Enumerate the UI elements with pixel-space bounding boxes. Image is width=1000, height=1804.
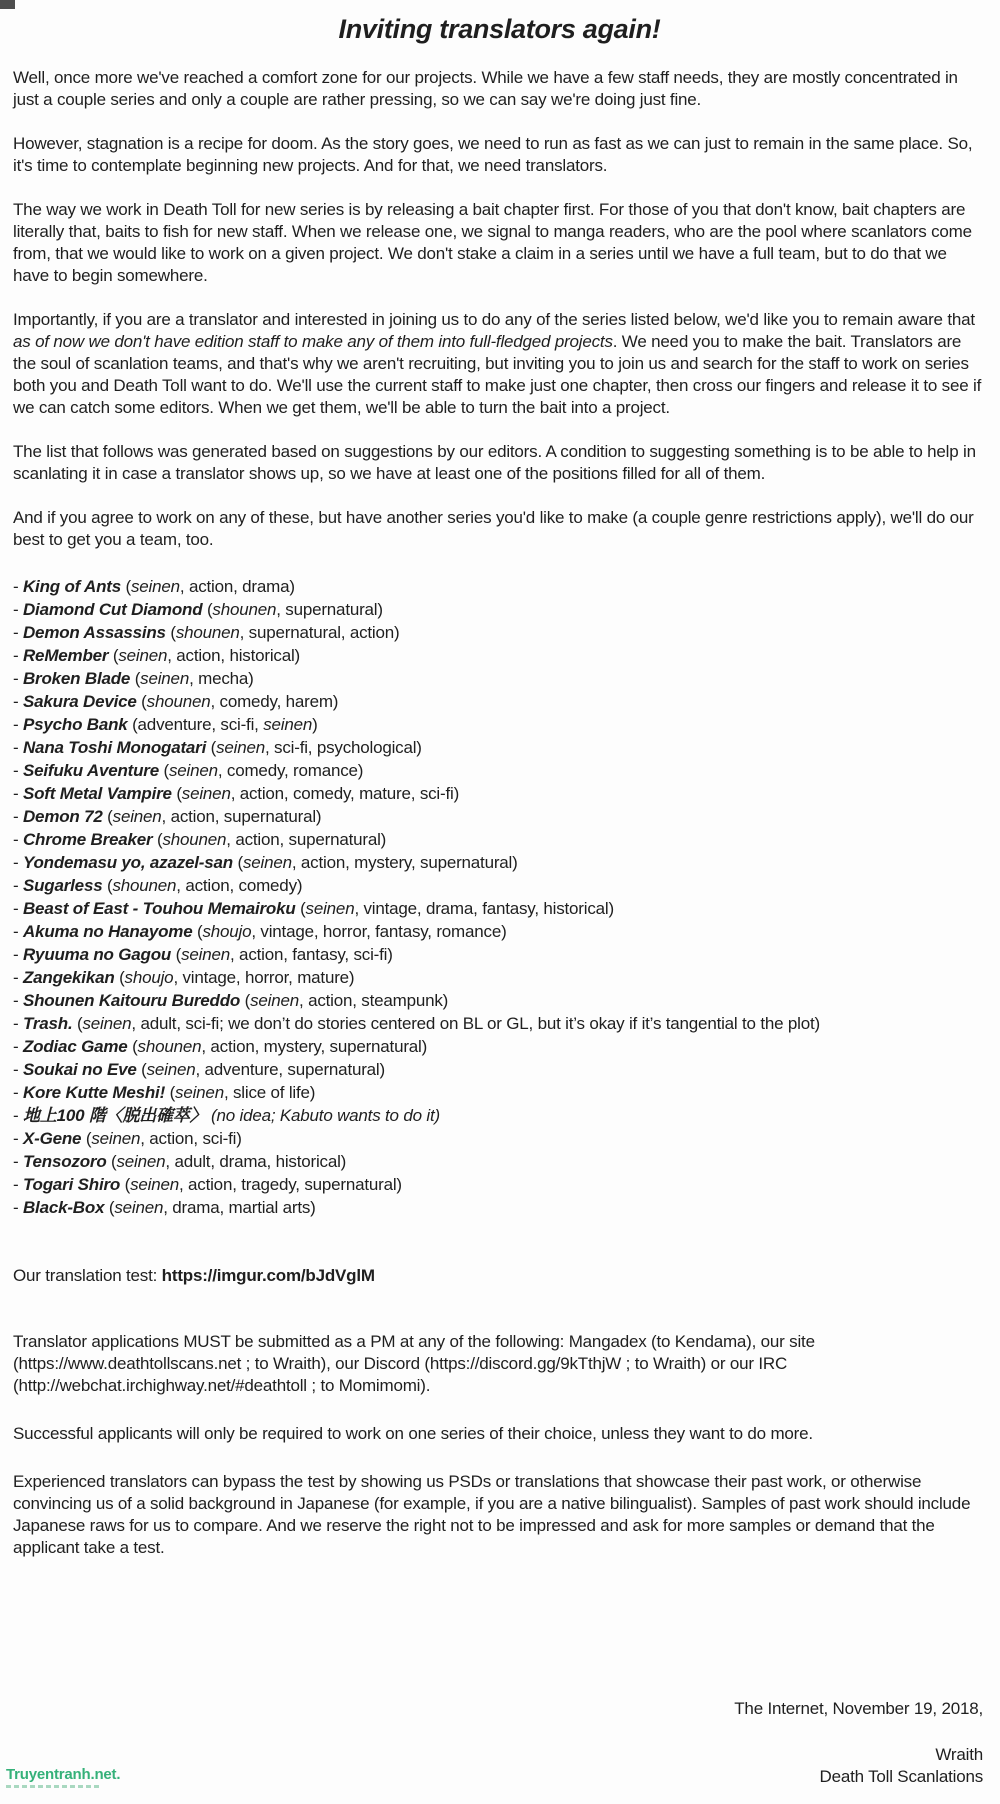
list-dash: - xyxy=(13,577,23,596)
series-title: Togari Shiro xyxy=(22,1175,121,1194)
text-run: shounen xyxy=(137,1037,202,1056)
text-run: , action, supernatural) xyxy=(226,830,387,849)
series-title: Sugarless xyxy=(22,876,103,895)
text-run: ( xyxy=(134,669,141,688)
text-run: seinen xyxy=(146,1060,196,1079)
text-run: ( xyxy=(141,1060,147,1079)
text-run: seinen xyxy=(175,1083,224,1102)
text-run: ( xyxy=(157,830,163,849)
paragraph xyxy=(13,67,986,111)
series-title: Black-Box xyxy=(22,1198,105,1217)
watermark-text: Truyentranh.net. xyxy=(6,1766,121,1783)
series-title: Shounen Kaitouru Bureddo xyxy=(22,991,241,1010)
list-dash: - xyxy=(13,1060,23,1079)
paragraph xyxy=(13,1471,986,1559)
text-run: , vintage, drama, fantasy, historical) xyxy=(354,899,614,918)
paragraph xyxy=(13,507,986,551)
series-list-item xyxy=(13,644,986,667)
text-run: seinen xyxy=(305,899,355,918)
paragraph xyxy=(13,133,986,177)
list-dash: - xyxy=(13,807,23,826)
text-run: , sci-fi, psychological) xyxy=(265,738,422,757)
series-list-item xyxy=(13,782,986,805)
series-list-item xyxy=(13,575,986,598)
text-run: ( xyxy=(132,1037,138,1056)
series-title: Zangekikan xyxy=(22,968,115,987)
text-run: , action, steampunk) xyxy=(299,991,449,1010)
series-title: Trash. xyxy=(22,1014,73,1033)
text-run: , action, sci-fi) xyxy=(140,1129,242,1148)
watermark xyxy=(6,1766,120,1788)
series-list-item xyxy=(13,874,986,897)
text-run: shounen xyxy=(212,600,277,619)
text-run: , action, historical) xyxy=(167,646,301,665)
series-title: Psycho Bank xyxy=(22,715,128,734)
text-run: seinen xyxy=(91,1129,141,1148)
closing-paragraphs xyxy=(13,1331,986,1559)
text-run: , vintage, horror, fantasy, romance) xyxy=(251,922,507,941)
paragraph xyxy=(13,199,986,287)
text-run: ( xyxy=(107,807,113,826)
text-run: seinen xyxy=(118,646,168,665)
text-run: Successful applicants will only be required to work on one series of their choice, unless they want to do more. xyxy=(13,1424,813,1443)
series-list-item xyxy=(13,598,986,621)
series-list-item xyxy=(13,621,986,644)
text-run: ( xyxy=(77,1014,83,1033)
series-list-item xyxy=(13,989,986,1012)
text-run: seinen xyxy=(181,784,231,803)
text-run: , comedy, romance) xyxy=(217,761,364,780)
signoff-name: Wraith xyxy=(935,1745,983,1764)
paragraph xyxy=(13,1423,986,1445)
text-run: , action, supernatural) xyxy=(161,807,322,826)
text-run: seinen xyxy=(112,807,162,826)
paragraph xyxy=(13,309,986,419)
text-run: seinen xyxy=(168,761,218,780)
series-list-item xyxy=(13,1081,986,1104)
list-dash: - xyxy=(13,899,23,918)
text-run: Well, once more we've reached a comfort zone for our projects. While we have a few staff needs, they are mostly concentrated in just a couple series and only a couple are rather pressing, so we can say we're doing just fine. xyxy=(13,68,958,109)
series-list-item xyxy=(13,920,986,943)
text-run: , action, tragedy, supernatural) xyxy=(178,1175,402,1194)
series-list-item xyxy=(13,1012,986,1035)
text-run: ( xyxy=(237,853,243,872)
series-title: Demon 72 xyxy=(22,807,103,826)
text-run: Our translation test: xyxy=(13,1266,162,1285)
series-list-item xyxy=(13,828,986,851)
list-dash: - xyxy=(13,1014,23,1033)
text-run: . We need you to make the bait. Translators are the soul of scanlation teams, and that's why we aren't recruiting, but inviting you to join us and search for the staff to work on series both you and Death Toll want to do. We'll use the current staff to make just one chapter, then cross our fingers and release it to see if we can catch some editors. When we get them, we'll be able to turn the bait into a project. xyxy=(13,332,982,417)
text-run: ( xyxy=(210,738,217,757)
text-run: , mecha) xyxy=(189,669,254,688)
series-title: Demon Assassins xyxy=(22,623,166,642)
text-run: , action, drama) xyxy=(179,577,295,596)
text-run: seinen xyxy=(82,1014,132,1033)
text-run: seinen xyxy=(216,738,266,757)
text-run: (no idea; Kabuto wants to do it) xyxy=(211,1106,440,1125)
series-title: Yondemasu yo, azazel-san xyxy=(22,853,233,872)
text-run: ( xyxy=(170,623,176,642)
list-dash: - xyxy=(13,1129,23,1148)
series-list-item xyxy=(13,966,986,989)
text-run: The way we work in Death Toll for new series is by releasing a bait chapter first. For those of you that don't know, bait chapters are literally that, baits to fish for new staff. When we release one, we signal to manga readers, who are the pool where scanlators come from, that we would like to work on a given project. We don't stake a claim in a series until we have a full team, but to do that we have to begin somewhere. xyxy=(13,200,972,285)
text-run: ( xyxy=(300,899,306,918)
list-dash: - xyxy=(13,784,23,803)
list-dash: - xyxy=(13,922,23,941)
list-dash: - xyxy=(13,715,23,734)
text-run: seinen xyxy=(131,577,180,596)
series-title: Tensozoro xyxy=(22,1152,107,1171)
text-run: shounen xyxy=(175,623,240,642)
series-title: ReMember xyxy=(22,646,109,665)
text-run: ( xyxy=(169,1083,176,1102)
signoff-dateline: The Internet, November 19, 2018, xyxy=(734,1699,983,1718)
text-run: ( xyxy=(111,1152,117,1171)
text-run: ( xyxy=(124,1175,131,1194)
text-run: , vintage, horror, mature) xyxy=(173,968,355,987)
list-dash: - xyxy=(13,968,23,987)
text-run: , adventure, supernatural) xyxy=(195,1060,385,1079)
text-run: Experienced translators can bypass the test by showing us PSDs or translations that showcase their past work, or otherwise convincing us of a solid background in Japanese (for example, if you are a native bilingualist). Samples of past work should include Japanese raws for us to compare. And we reserve the right not to be impressed and ask for more samples or demand that the applicant take a test. xyxy=(13,1472,971,1557)
series-list-item xyxy=(13,851,986,874)
text-run: , action, mystery, supernatural) xyxy=(291,853,518,872)
signoff-block xyxy=(734,1698,983,1788)
text-run: (adventure, sci-fi, xyxy=(132,715,264,734)
series-list-item xyxy=(13,713,986,736)
text-run: shounen xyxy=(146,692,211,711)
series-list-item xyxy=(13,1058,986,1081)
series-list-item xyxy=(13,736,986,759)
list-dash: - xyxy=(13,646,23,665)
list-dash: - xyxy=(13,945,23,964)
series-title: Chrome Breaker xyxy=(22,830,153,849)
text-run: ( xyxy=(141,692,147,711)
series-title: Ryuuma no Gagou xyxy=(22,945,172,964)
text-run: seinen xyxy=(263,715,313,734)
series-title: Beast of East - Touhou Memairoku xyxy=(22,899,296,918)
text-run: , action, fantasy, sci-fi) xyxy=(230,945,393,964)
text-run: seinen xyxy=(140,669,190,688)
text-run: seinen xyxy=(114,1198,164,1217)
list-dash: - xyxy=(13,669,23,688)
series-list-item xyxy=(13,759,986,782)
list-dash: - xyxy=(13,738,23,757)
text-run: , adult, sci-fi; we don’t do stories centered on BL or GL, but it’s okay if it’s tangential to the plot) xyxy=(131,1014,820,1033)
list-dash: - xyxy=(13,623,23,642)
series-list-item xyxy=(13,943,986,966)
list-dash: - xyxy=(13,1037,23,1056)
text-run: seinen xyxy=(242,853,292,872)
series-list-item xyxy=(13,1173,986,1196)
text-run: seinen xyxy=(250,991,300,1010)
text-run: ( xyxy=(119,968,125,987)
series-list-item xyxy=(13,1196,986,1219)
series-list-item xyxy=(13,1104,986,1127)
series-title: King of Ants xyxy=(22,577,121,596)
series-title: Broken Blade xyxy=(22,669,131,688)
text-run: , drama, martial arts) xyxy=(163,1198,316,1217)
translation-test-line xyxy=(13,1265,986,1287)
series-title: Soft Metal Vampire xyxy=(22,784,172,803)
series-title: Sakura Device xyxy=(22,692,137,711)
text-run: as of now we don't have edition staff to make any of them into full-fledged projects xyxy=(13,332,613,351)
text-run: , adult, drama, historical) xyxy=(165,1152,347,1171)
text-run: ( xyxy=(197,922,203,941)
text-run: And if you agree to work on any of these, but have another series you'd like to make (a couple genre restrictions apply), we'll do our best to get you a team, too. xyxy=(13,508,974,549)
text-run: seinen xyxy=(181,945,231,964)
text-run: ) xyxy=(312,715,318,734)
text-run: shoujo xyxy=(124,968,174,987)
text-run: ( xyxy=(163,761,169,780)
series-title: X-Gene xyxy=(22,1129,82,1148)
text-run: shounen xyxy=(162,830,227,849)
series-list-item xyxy=(13,1150,986,1173)
text-run: seinen xyxy=(130,1175,179,1194)
series-list-item xyxy=(13,1127,986,1150)
list-dash: - xyxy=(13,1083,23,1102)
series-list-item xyxy=(13,667,986,690)
list-dash: - xyxy=(13,1106,23,1125)
text-run: ( xyxy=(106,876,113,895)
text-run: , comedy, harem) xyxy=(210,692,339,711)
series-title: Zodiac Game xyxy=(22,1037,128,1056)
intro-paragraphs xyxy=(13,67,986,551)
list-dash: - xyxy=(13,600,23,619)
text-run: ( xyxy=(85,1129,92,1148)
list-dash: - xyxy=(13,1175,23,1194)
series-title: Seifuku Aventure xyxy=(22,761,159,780)
series-title: Akuma no Hanayome xyxy=(22,922,193,941)
series-list-item xyxy=(13,690,986,713)
text-run: seinen xyxy=(116,1152,166,1171)
page-title: Inviting translators again! xyxy=(338,14,661,44)
text-run: , action, comedy) xyxy=(176,876,303,895)
series-list xyxy=(13,575,986,1219)
text-run: However, stagnation is a recipe for doom. As the story goes, we need to run as fast as we can just to remain in the same place. So, it's time to contemplate beginning new projects. And for that, we need translators. xyxy=(13,134,973,175)
series-title: Soukai no Eve xyxy=(22,1060,137,1079)
text-run: ( xyxy=(244,991,251,1010)
list-dash: - xyxy=(13,853,23,872)
text-run: , action, mystery, supernatural) xyxy=(201,1037,428,1056)
list-dash: - xyxy=(13,761,23,780)
series-list-item xyxy=(13,1035,986,1058)
list-dash: - xyxy=(13,876,23,895)
text-run: ( xyxy=(108,1198,115,1217)
text-run: shounen xyxy=(112,876,177,895)
text-run: ( xyxy=(125,577,131,596)
series-list-item xyxy=(13,897,986,920)
text-run: ( xyxy=(176,784,182,803)
text-run: Translator applications MUST be submitted as a PM at any of the following: Mangadex (to Kendama), our site (https://www.deathtollscans.net ; to Wraith), our Discord (https://discord.gg/9kTthjW ; to Wraith) or our IRC (http://webchat.irchighway.net/#deathtoll ; to Momimomi). xyxy=(13,1332,815,1395)
series-title: Nana Toshi Monogatari xyxy=(22,738,207,757)
text-run: , supernatural) xyxy=(276,600,383,619)
scan-corner-artifact xyxy=(0,0,15,9)
text-run: ( xyxy=(206,600,213,619)
paragraph xyxy=(13,441,986,485)
text-run: , slice of life) xyxy=(223,1083,316,1102)
list-dash: - xyxy=(13,1198,23,1217)
series-title: Kore Kutte Meshi! xyxy=(22,1083,166,1102)
signoff-group: Death Toll Scanlations xyxy=(819,1767,983,1786)
list-dash: - xyxy=(13,692,23,711)
list-dash: - xyxy=(13,991,23,1010)
series-title: 地上100 階〈脱出確萃〉 xyxy=(22,1106,207,1125)
text-run: ( xyxy=(112,646,119,665)
text-run: The list that follows was generated based on suggestions by our editors. A condition to suggesting something is to be able to help in scanlating it in case a translator shows up, so we have at least one of the positions filled for all of them. xyxy=(13,442,976,483)
text-run: ( xyxy=(175,945,182,964)
text-run: https://imgur.com/bJdVglM xyxy=(161,1266,375,1285)
series-title: Diamond Cut Diamond xyxy=(22,600,203,619)
paragraph xyxy=(13,1331,986,1397)
watermark-subtext xyxy=(6,1785,102,1788)
text-run: Importantly, if you are a translator and interested in joining us to do any of the series listed below, we'd like you to remain aware that xyxy=(13,310,975,329)
text-run: , supernatural, action) xyxy=(239,623,400,642)
text-run: shoujo xyxy=(202,922,252,941)
list-dash: - xyxy=(13,1152,23,1171)
text-run: , action, comedy, mature, sci-fi) xyxy=(230,784,460,803)
series-list-item xyxy=(13,805,986,828)
list-dash: - xyxy=(13,830,23,849)
